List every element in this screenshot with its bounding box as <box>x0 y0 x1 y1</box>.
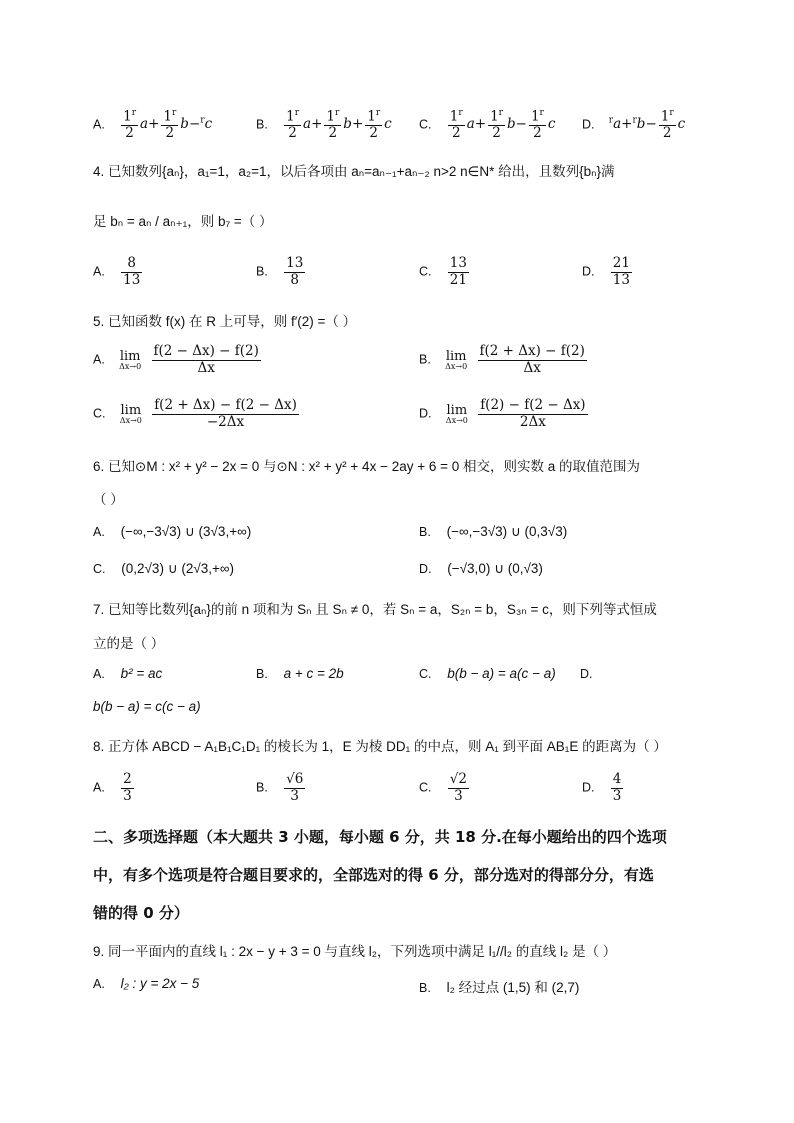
denominator: 3 <box>290 787 299 804</box>
option-label: A. <box>93 977 105 991</box>
q3-option-d[interactable] <box>582 108 685 142</box>
numerator: 13 <box>286 255 304 271</box>
lim-text: lim <box>445 348 467 364</box>
denominator: 2Δx <box>519 413 546 430</box>
q5-option-d[interactable] <box>419 398 590 430</box>
q7-option-d-label[interactable] <box>580 666 593 681</box>
numerator: f(2) − f(2 − Δx) <box>480 397 586 413</box>
q3-d-expr: $^r$a+$^r$b− $\frac{1^r}{2}$ c <box>608 108 686 142</box>
option-label: D. <box>582 117 595 132</box>
fraction <box>611 256 632 288</box>
numerator: √6 <box>286 771 304 787</box>
q4-option-c[interactable] <box>419 256 471 288</box>
option-content: (−√3,0) ∪ (0,√3) <box>447 561 543 576</box>
numerator: f(2 + Δx) − f(2) <box>479 343 585 359</box>
option-content: l₂ : y = 2x − 5 <box>120 976 200 991</box>
option-label: A. <box>93 525 105 539</box>
q4-option-b[interactable] <box>256 256 307 288</box>
q3-b-expr: $\frac{1^r}{2}$ a+ $\frac{1^r}{2}$ b+ $\frac{1^r}{2}$ c <box>286 108 392 142</box>
limit <box>446 404 468 425</box>
option-label: A. <box>93 780 105 795</box>
fraction <box>448 772 469 804</box>
q4-stem-line2: 足 bₙ = aₙ / aₙ₊₁，则 b₇ =（ ） <box>93 214 273 229</box>
option-content: (0,2√3) ∪ (2√3,+∞) <box>121 561 234 576</box>
fraction <box>611 772 624 804</box>
option-label: A. <box>93 667 105 681</box>
denominator: Δx <box>197 359 215 376</box>
option-label: B. <box>256 780 268 795</box>
q3-a-expr: $\frac{1^r}{2}$ a+ $\frac{1^r}{2}$ b−$^r$c <box>123 108 213 142</box>
fraction <box>121 256 142 288</box>
section-2-heading-line3: 错的得 0 分） <box>93 904 189 922</box>
option-label: C. <box>419 780 432 795</box>
q6-option-b[interactable] <box>419 524 567 540</box>
numerator: 2 <box>123 771 132 787</box>
fraction <box>448 256 469 288</box>
q5-option-c[interactable] <box>93 398 301 430</box>
option-label: B. <box>419 981 431 995</box>
numerator: 13 <box>449 255 467 271</box>
section-2-heading-line2: 中，有多个选项是符合题目要求的，全部选对的得 6 分，部分选对的得部分分，有选 <box>93 866 654 884</box>
q6-stem-line1: 6. 已知⊙M : x² + y² − 2x = 0 与⊙N : x² + y² + 4x − 2ay + 6 = 0 相交，则实数 a 的取值范围为 <box>93 459 641 474</box>
option-label: A. <box>93 117 105 132</box>
lim-text: lim <box>446 402 468 418</box>
option-label: D. <box>419 562 432 576</box>
fraction <box>152 398 299 430</box>
option-label: D. <box>582 780 595 795</box>
q7-option-d-content[interactable]: b(b − a) = c(c − a) <box>93 699 201 714</box>
q4-option-d[interactable] <box>582 256 634 288</box>
q3-option-b[interactable] <box>256 108 392 142</box>
option-label: B. <box>256 264 268 279</box>
option-content: b(b − a) = a(c − a) <box>447 666 556 681</box>
q5-option-a[interactable] <box>93 344 263 376</box>
option-label: B. <box>419 525 431 539</box>
fraction <box>478 398 587 430</box>
denominator: Δx <box>523 359 541 376</box>
fraction <box>284 772 305 804</box>
option-content: (−∞,−3√3) ∪ (3√3,+∞) <box>120 524 252 539</box>
numerator: f(2 + Δx) − f(2 − Δx) <box>154 397 297 413</box>
option-label: B. <box>419 352 431 367</box>
q3-option-c[interactable] <box>419 108 555 142</box>
limit <box>445 350 467 371</box>
denominator: 13 <box>123 271 141 288</box>
option-label: D. <box>582 264 595 279</box>
denominator: 3 <box>612 787 622 804</box>
lim-sub: Δx→0 <box>119 415 142 425</box>
denominator: 21 <box>449 271 467 288</box>
option-label: C. <box>419 264 432 279</box>
lim-sub: Δx→0 <box>445 361 468 371</box>
q7-stem-line2: 立的是（ ） <box>93 636 165 651</box>
option-content: (−∞,−3√3) ∪ (0,3√3) <box>446 524 568 539</box>
denominator: −2Δx <box>206 413 245 430</box>
numerator: f(2 − Δx) − f(2) <box>153 343 259 359</box>
option-content: a + c = 2b <box>283 666 344 681</box>
option-label: D. <box>580 667 593 681</box>
q8-option-b[interactable] <box>256 772 307 804</box>
denominator: 3 <box>454 787 463 804</box>
denominator: 8 <box>290 271 299 288</box>
q6-option-d[interactable] <box>419 561 543 577</box>
lim-text: lim <box>120 402 142 418</box>
limit <box>119 350 141 371</box>
option-label: C. <box>419 117 432 132</box>
q4-option-a[interactable] <box>93 256 144 288</box>
q8-option-d[interactable] <box>582 772 625 804</box>
q7-stem-line1: 7. 已知等比数列{aₙ}的前 n 项和为 Sₙ 且 Sₙ ≠ 0，若 Sₙ = a，S₂ₙ = b，S₃ₙ = c，则下列等式恒成 <box>93 602 657 617</box>
q8-stem: 8. 正方体 ABCD − A₁B₁C₁D₁ 的棱长为 1，E 为棱 DD₁ 的中点，则 A₁ 到平面 AB₁E 的距离为（ ） <box>93 739 667 754</box>
option-label: C. <box>419 667 432 681</box>
q6-stem-line2: （ ） <box>93 492 124 507</box>
numerator: 21 <box>612 255 630 271</box>
option-label: D. <box>419 406 432 421</box>
option-label: C. <box>93 562 106 576</box>
q9-option-a[interactable] <box>93 976 199 991</box>
option-label: A. <box>93 352 105 367</box>
numerator: 4 <box>612 771 622 787</box>
q7-option-b[interactable] <box>256 666 344 681</box>
denominator: 3 <box>123 787 132 804</box>
option-label: B. <box>256 667 268 681</box>
option-content: b² = ac <box>120 666 163 681</box>
fraction <box>121 772 134 804</box>
q7-option-a[interactable] <box>93 666 162 681</box>
lim-text: lim <box>119 348 141 364</box>
q3-option-a[interactable] <box>93 108 212 142</box>
q5-option-b[interactable] <box>419 344 589 376</box>
option-label: A. <box>93 264 105 279</box>
q4-stem-line1: 4. 已知数列{aₙ}，a₁=1，a₂=1，以后各项由 aₙ=aₙ₋₁+aₙ₋₂ n>2 n∈N* 给出，且数列{bₙ}满 <box>93 164 615 179</box>
section-2-heading-line1: 二、多项选择题（本大题共 3 小题，每小题 6 分，共 18 分.在每小题给出的四个选项 <box>93 828 667 846</box>
q6-option-c[interactable] <box>93 561 234 577</box>
q6-option-a[interactable] <box>93 524 251 540</box>
denominator: 13 <box>612 271 630 288</box>
option-label: C. <box>93 406 106 421</box>
option-label: B. <box>256 117 268 132</box>
lim-sub: Δx→0 <box>445 415 468 425</box>
fraction <box>152 344 261 376</box>
q8-option-a[interactable] <box>93 772 136 804</box>
lim-sub: Δx→0 <box>119 361 142 371</box>
fraction <box>478 344 587 376</box>
limit <box>120 404 142 425</box>
q3-c-expr: $\frac{1^r}{2}$ a+ $\frac{1^r}{2}$ b− $\frac{1^r}{2}$ c <box>449 108 556 142</box>
q5-stem: 5. 已知函数 f(x) 在 R 上可导，则 f′(2) =（ ） <box>93 314 357 329</box>
option-content: l₂ 经过点 (1,5) 和 (2,7) <box>446 980 580 995</box>
numerator: 8 <box>121 256 142 273</box>
numerator: √2 <box>449 771 467 787</box>
fraction <box>284 256 305 288</box>
q9-option-b[interactable] <box>419 976 579 996</box>
q7-option-c[interactable] <box>419 666 556 681</box>
q8-option-c[interactable] <box>419 772 471 804</box>
q9-stem: 9. 同一平面内的直线 l₁ : 2x − y + 3 = 0 与直线 l₂，下列选项中满足 l₁//l₂ 的直线 l₂ 是（ ） <box>93 944 617 959</box>
